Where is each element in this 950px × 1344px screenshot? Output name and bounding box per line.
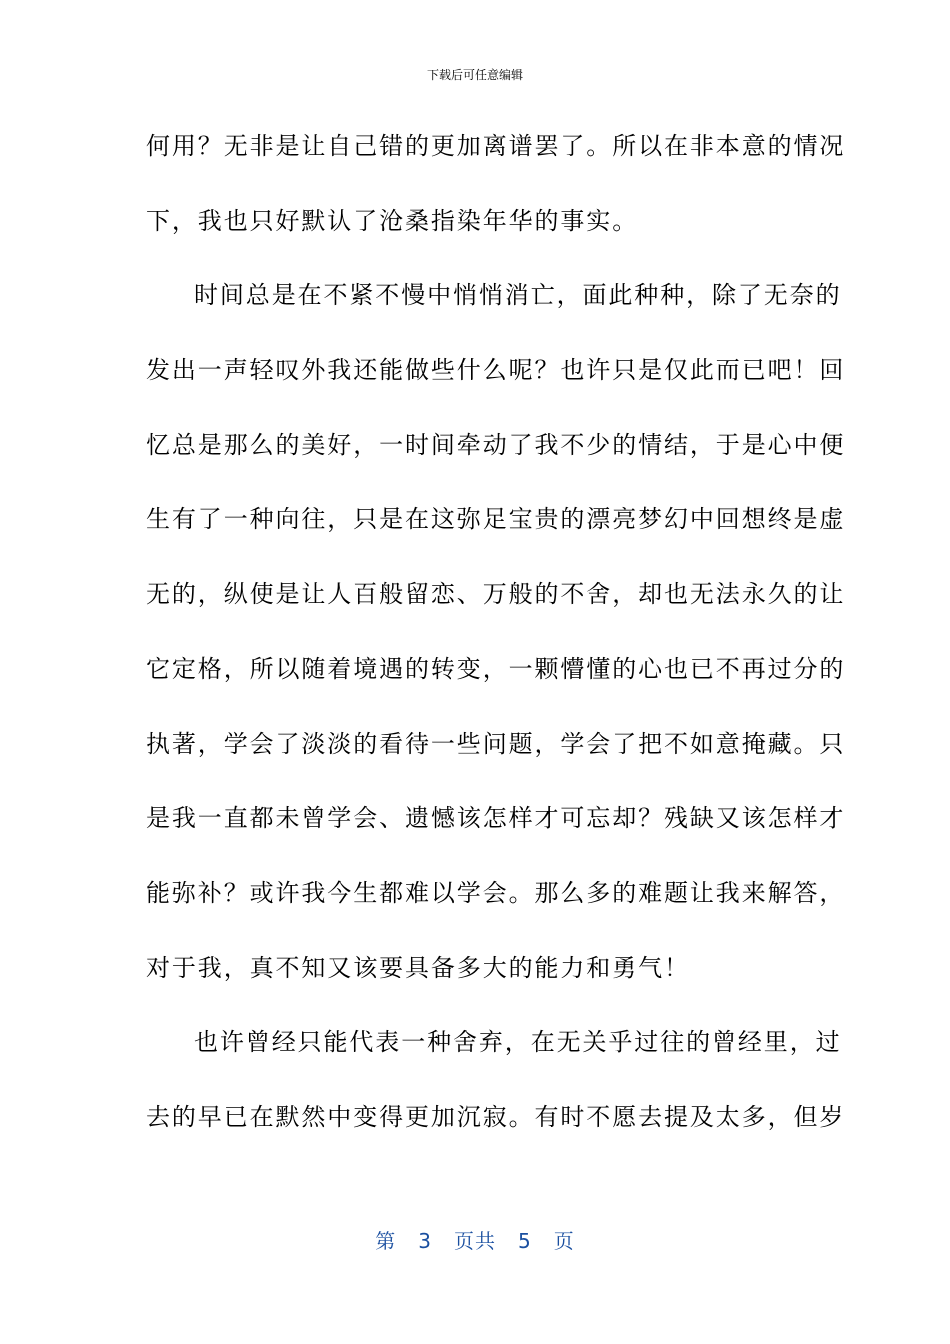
page-label-suffix: 页 bbox=[553, 1229, 575, 1253]
text-line: 去的早已在默然中变得更加沉寂。有时不愿去提及太多，但岁 bbox=[146, 1102, 846, 1131]
document-body bbox=[146, 120, 846, 1166]
text-line: 执著，学会了淡淡的看待一些问题，学会了把不如意掩藏。只 bbox=[146, 729, 846, 758]
text-line: 发出一声轻叹外我还能做些什么呢？也许只是仅此而已吧！回 bbox=[146, 356, 846, 385]
page-footer bbox=[0, 1225, 950, 1254]
text-line: 下，我也只好默认了沧桑指染年华的事实。 bbox=[146, 206, 639, 235]
current-page-number: 3 bbox=[418, 1229, 432, 1253]
page-label-prefix: 第 bbox=[375, 1229, 397, 1253]
text-line: 时间总是在不紧不慢中悄悄消亡，面此种种，除了无奈的 bbox=[194, 281, 842, 310]
text-line: 忆总是那么的美好，一时间牵动了我不少的情结，于是心中便 bbox=[146, 430, 846, 459]
text-line: 是我一直都未曾学会、遗憾该怎样才可忘却？残缺又该怎样才 bbox=[146, 804, 846, 833]
text-line: 能弥补？或许我今生都难以学会。那么多的难题让我来解答， bbox=[146, 878, 846, 907]
text-line: 它定格，所以随着境遇的转变，一颗懵懂的心也已不再过分的 bbox=[146, 654, 846, 683]
text-line: 也许曾经只能代表一种舍弃，在无关乎过往的曾经里，过 bbox=[194, 1028, 842, 1057]
page-label-middle: 页共 bbox=[454, 1229, 496, 1253]
text-line: 对于我，真不知又该要具备多大的能力和勇气！ bbox=[146, 953, 690, 982]
text-line: 生有了一种向往，只是在这弥足宝贵的漂亮梦幻中回想终是虚 bbox=[146, 505, 846, 534]
text-line: 何用？无非是让自己错的更加离谱罢了。所以在非本意的情况 bbox=[146, 132, 846, 160]
page-header: 下载后可任意编辑 bbox=[426, 68, 523, 82]
total-pages-number: 5 bbox=[518, 1229, 532, 1253]
text-line: 无的，纵使是让人百般留恋、万般的不舍，却也无法永久的让 bbox=[146, 580, 846, 609]
